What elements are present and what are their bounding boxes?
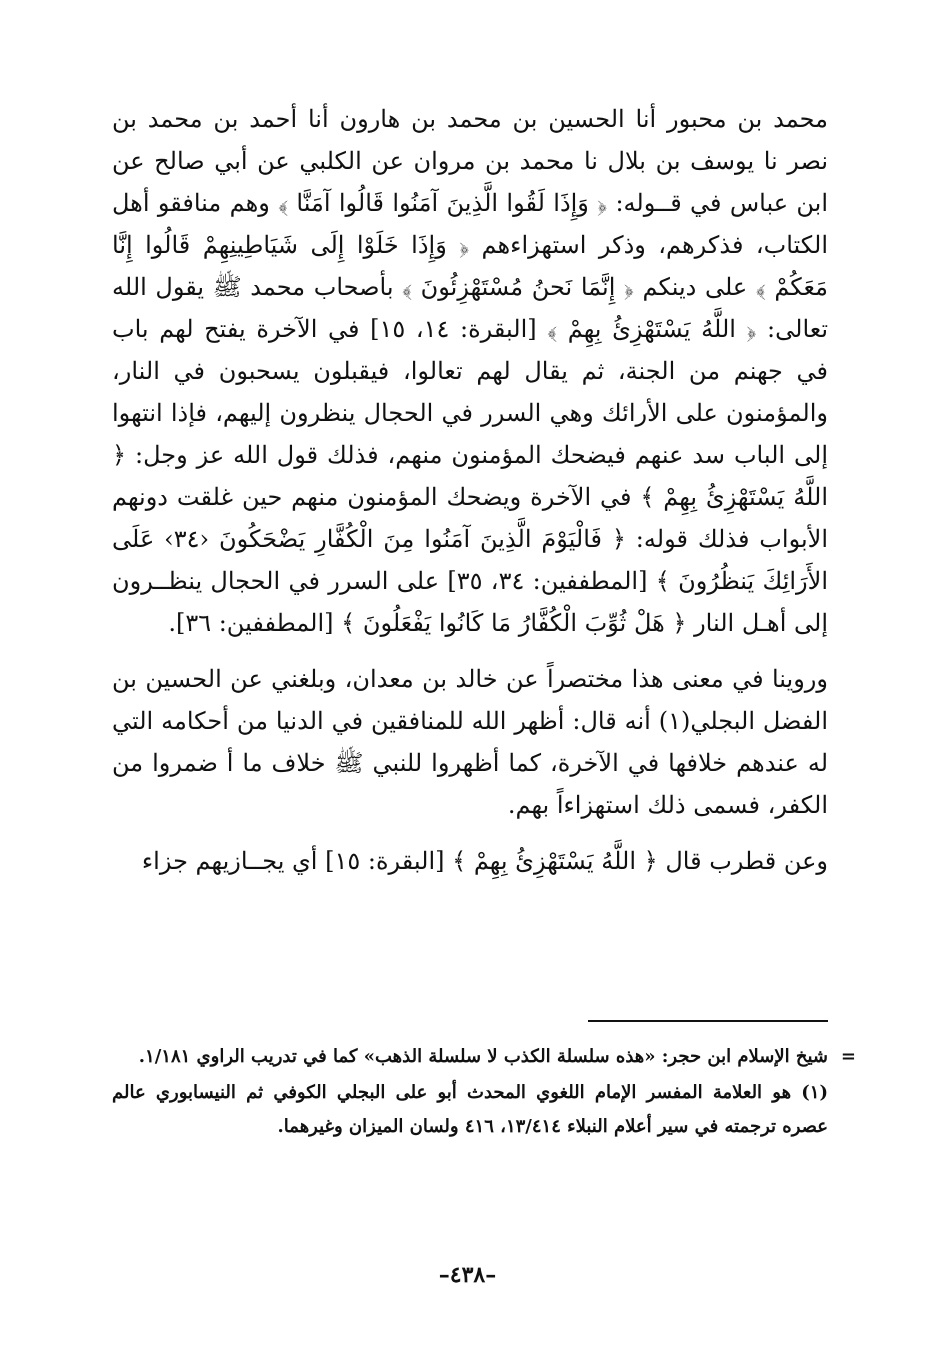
footnote-continuation-text: شيخ الإسلام ابن حجر: «هذه سلسلة الكذب لا سلسلة الذهب» كما في تدريب الراوي ١/١٨١.: [138, 1046, 828, 1067]
page-number: –٤٣٨–: [438, 1262, 497, 1288]
body-paragraph-3: وعن قطرب قال ﴿ اللَّهُ يَسْتَهْزِئُ بِهِمْ ﴾ [البقرة: ١٥] أي يجــازيهم جزاء: [141, 847, 828, 875]
footnote-divider: [588, 1020, 828, 1022]
footnote-continuation: [112, 1040, 856, 1074]
body-paragraph-1: محمد بن محبور أنا الحسين بن محمد بن هارون أنا أحمد بن محمد بن نصر نا يوسف بن بلال نا محمد بن مروان عن الكلبي عن أبي صالح عن ابن عباس في قــوله: ﴿ وَإِذَا لَقُوا الَّذِينَ آمَنُوا قَالُوا آمَنَّا ﴾ وهم منافقو أهل الكتاب، فذكرهم، وذكر استهزاءهم ﴿ وَإِذَا خَلَوْا إِلَى شَيَاطِينِهِمْ قَالُوا إِنَّا مَعَكُمْ ﴾ على دينكم ﴿ إِنَّمَا نَحنُ مُسْتَهْزِئُونَ ﴾ بأصحاب محمد ﷺ يقول الله تعالى: ﴿ اللَّهُ يَسْتَهْزِئُ بِهِمْ ﴾ [البقرة: ١٤، ١٥] في الآخرة يفتح لهم باب في جهنم من الجنة، ثم يقال لهم تعالوا، فيقبلون يسحبون في النار، والمؤمنون على الأرائك وهي السرر في الحجال ينظرون إليهم، فإذا انتهوا إلى الباب سد عنهم فيضحك المؤمنون منهم، فذلك قول الله عز وجل: ﴿ اللَّهُ يَسْتَهْزِئُ بِهِمْ ﴾ في الآخرة ويضحك المؤمنون منهم حين غلقت دونهم الأبواب فذلك قوله: ﴿ فَالْيَوْمَ الَّذِينَ آمَنُوا مِنَ الْكُفَّارِ يَضْحَكُونَ ‹٣٤› عَلَى الأَرَائِكَ يَنظُرُونَ ﴾ [المطففين: ٣٤، ٣٥] على السرر في الحجال ينظــرون إلى أهـل النار ﴿ هَلْ ثُوِّبَ الْكُفَّارُ مَا كَانُوا يَفْعَلُونَ ﴾ [المطففين: ٣٦].: [112, 105, 829, 637]
body-paragraph-2: وروينا في معنى هذا مختصراً عن خالد بن معدان، وبلغني عن الحسين بن الفضل البجلي(١) أنه قال: أظهر الله للمنافقين في الدنيا من أحكامه التي له عندهم خلافها في الآخرة، كما أظهروا للنبي ﷺ خلاف ما أ ضمروا من الكفر، فسمى ذلك استهزاءاً بهم.: [112, 665, 828, 819]
main-text-block: [112, 98, 828, 882]
continuation-marker: =: [840, 1046, 856, 1067]
footnote-1: (١) هو العلامة المفسر الإمام اللغوي المحدث أبو على البجلي الكوفي ثم النيسابوري عالم عصره ترجمته في سير أعلام النبلاء ١٣/٤١٤، ٤١٦ ولسان الميزان وغيرهما.: [112, 1082, 828, 1137]
footnotes-block: [112, 1040, 856, 1144]
